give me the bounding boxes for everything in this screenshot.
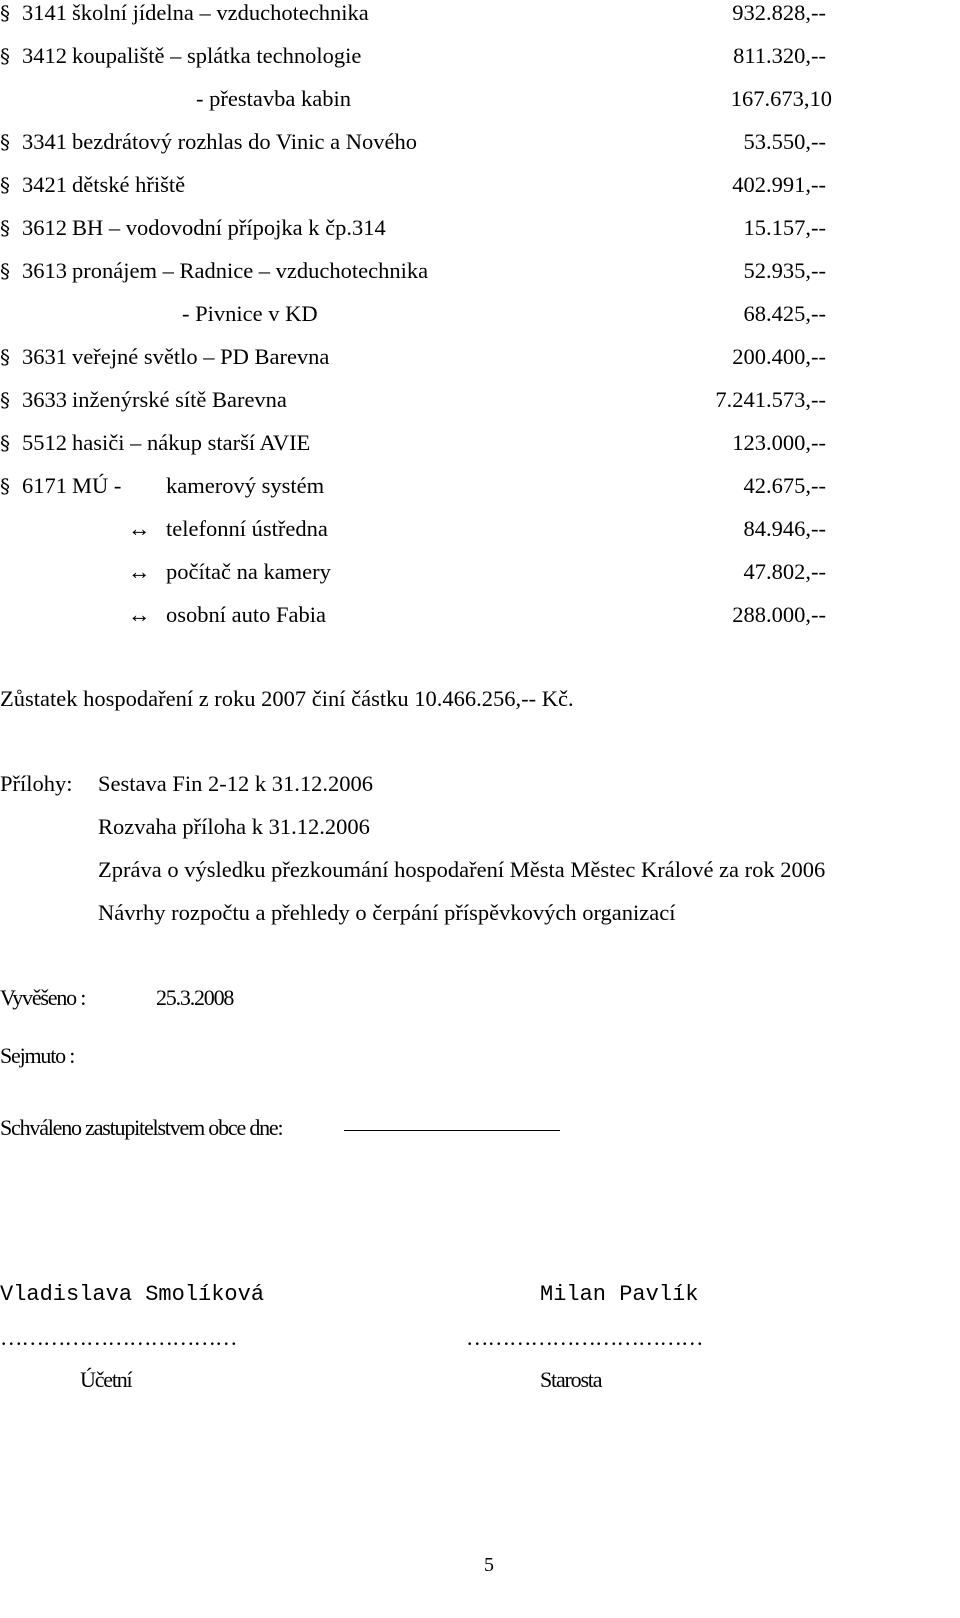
list-item	[0, 129, 10, 155]
balance-statement: Zůstatek hospodaření z roku 2007 činí částku 10.466.256,-- Kč.	[0, 686, 574, 711]
item-amount: 42.675,--	[743, 473, 826, 498]
item-text: MÚ -	[72, 473, 122, 498]
attachments-label: Přílohy:	[0, 771, 73, 796]
item-text: - Pivnice v KD	[182, 301, 318, 326]
item-amount: 288.000,--	[732, 602, 826, 627]
item-code: 3612	[22, 215, 67, 240]
section-sign-icon: §	[0, 259, 10, 283]
item-amount: 402.991,--	[732, 172, 826, 197]
signature-dots: ……………………………	[466, 1325, 703, 1350]
attachment-item: Zpráva o výsledku přezkoumání hospodaření Města Městec Králové za rok 2006	[98, 857, 826, 882]
item-text: telefonní ústředna	[166, 516, 328, 541]
item-amount: 84.946,--	[743, 516, 826, 541]
signature-role: Starosta	[540, 1367, 602, 1392]
item-amount: 7.241.573,--	[715, 387, 826, 412]
attachment-item: Sestava Fin 2-12 k 31.12.2006	[98, 771, 373, 796]
item-amount: 167.673,10	[730, 86, 832, 111]
item-amount: 811.320,--	[733, 43, 826, 68]
item-text: bezdrátový rozhlas do Vinic a Nového	[72, 129, 418, 154]
item-text: počítač na kamery	[166, 559, 331, 584]
item-text: osobní auto Fabia	[166, 602, 326, 627]
page-number: 5	[484, 1554, 494, 1576]
item-code: 3613	[22, 258, 67, 283]
removed-label: Sejmuto :	[0, 1043, 75, 1068]
item-text: kamerový systém	[166, 473, 325, 498]
section-sign-icon: §	[0, 44, 10, 68]
item-text: inženýrské sítě Barevna	[72, 387, 287, 412]
section-sign-icon: §	[0, 173, 10, 197]
item-amount: 932.828,--	[732, 0, 826, 25]
item-amount: 68.425,--	[743, 301, 826, 326]
item-amount: 47.802,--	[743, 559, 826, 584]
item-code: 3421	[22, 172, 67, 197]
signature-name: Milan Pavlík	[540, 1282, 699, 1307]
item-amount: 53.550,--	[743, 129, 826, 154]
section-sign-icon: §	[0, 474, 10, 498]
approval-date-line	[344, 1130, 560, 1131]
section-sign-icon: §	[0, 130, 10, 154]
item-text: veřejné světlo – PD Barevna	[72, 344, 330, 369]
list-item	[0, 215, 10, 241]
item-code: 5512	[22, 430, 67, 455]
item-text: BH – vodovodní přípojka k čp.314	[72, 215, 386, 240]
arrow-icon: ↔	[128, 516, 151, 541]
list-item	[0, 172, 10, 198]
item-code: 3141	[22, 0, 67, 25]
item-amount: 52.935,--	[743, 258, 826, 283]
attachment-item: Rozvaha příloha k 31.12.2006	[98, 814, 370, 839]
approved-label: Schváleno zastupitelstvem obce dne:	[0, 1115, 283, 1140]
item-code: 3341	[22, 129, 67, 154]
signature-dots: ……………………………	[0, 1325, 237, 1350]
item-text: školní jídelna – vzduchotechnika	[72, 0, 369, 25]
signature-name: Vladislava Smolíková	[0, 1282, 265, 1307]
item-text: hasiči – nákup starší AVIE	[72, 430, 311, 455]
item-text: koupaliště – splátka technologie	[72, 43, 362, 68]
list-item	[0, 430, 10, 456]
list-item	[0, 387, 10, 413]
item-text: pronájem – Radnice – vzduchotechnika	[72, 258, 429, 283]
item-amount: 123.000,--	[732, 430, 826, 455]
posted-label: Vyvěšeno :	[0, 985, 86, 1010]
list-item	[0, 43, 10, 69]
item-amount: 15.157,--	[743, 215, 826, 240]
arrow-icon: ↔	[128, 559, 151, 584]
section-sign-icon: §	[0, 431, 10, 455]
list-item	[0, 0, 10, 26]
signature-role: Účetní	[80, 1367, 132, 1392]
section-sign-icon: §	[0, 216, 10, 240]
item-amount: 200.400,--	[732, 344, 826, 369]
list-item	[0, 473, 10, 499]
item-code: 3412	[22, 43, 67, 68]
posted-date: 25.3.2008	[156, 985, 234, 1010]
section-sign-icon: §	[0, 388, 10, 412]
list-item	[0, 344, 10, 370]
item-text: dětské hřiště	[72, 172, 186, 197]
attachment-item: Návrhy rozpočtu a přehledy o čerpání příspěvkových organizací	[98, 900, 676, 925]
arrow-icon: ↔	[128, 602, 151, 627]
item-code: 3631	[22, 344, 67, 369]
item-text: - přestavba kabin	[196, 86, 351, 111]
section-sign-icon: §	[0, 1, 10, 25]
item-code: 3633	[22, 387, 67, 412]
section-sign-icon: §	[0, 345, 10, 369]
item-code: 6171	[22, 473, 67, 498]
list-item	[0, 258, 10, 284]
